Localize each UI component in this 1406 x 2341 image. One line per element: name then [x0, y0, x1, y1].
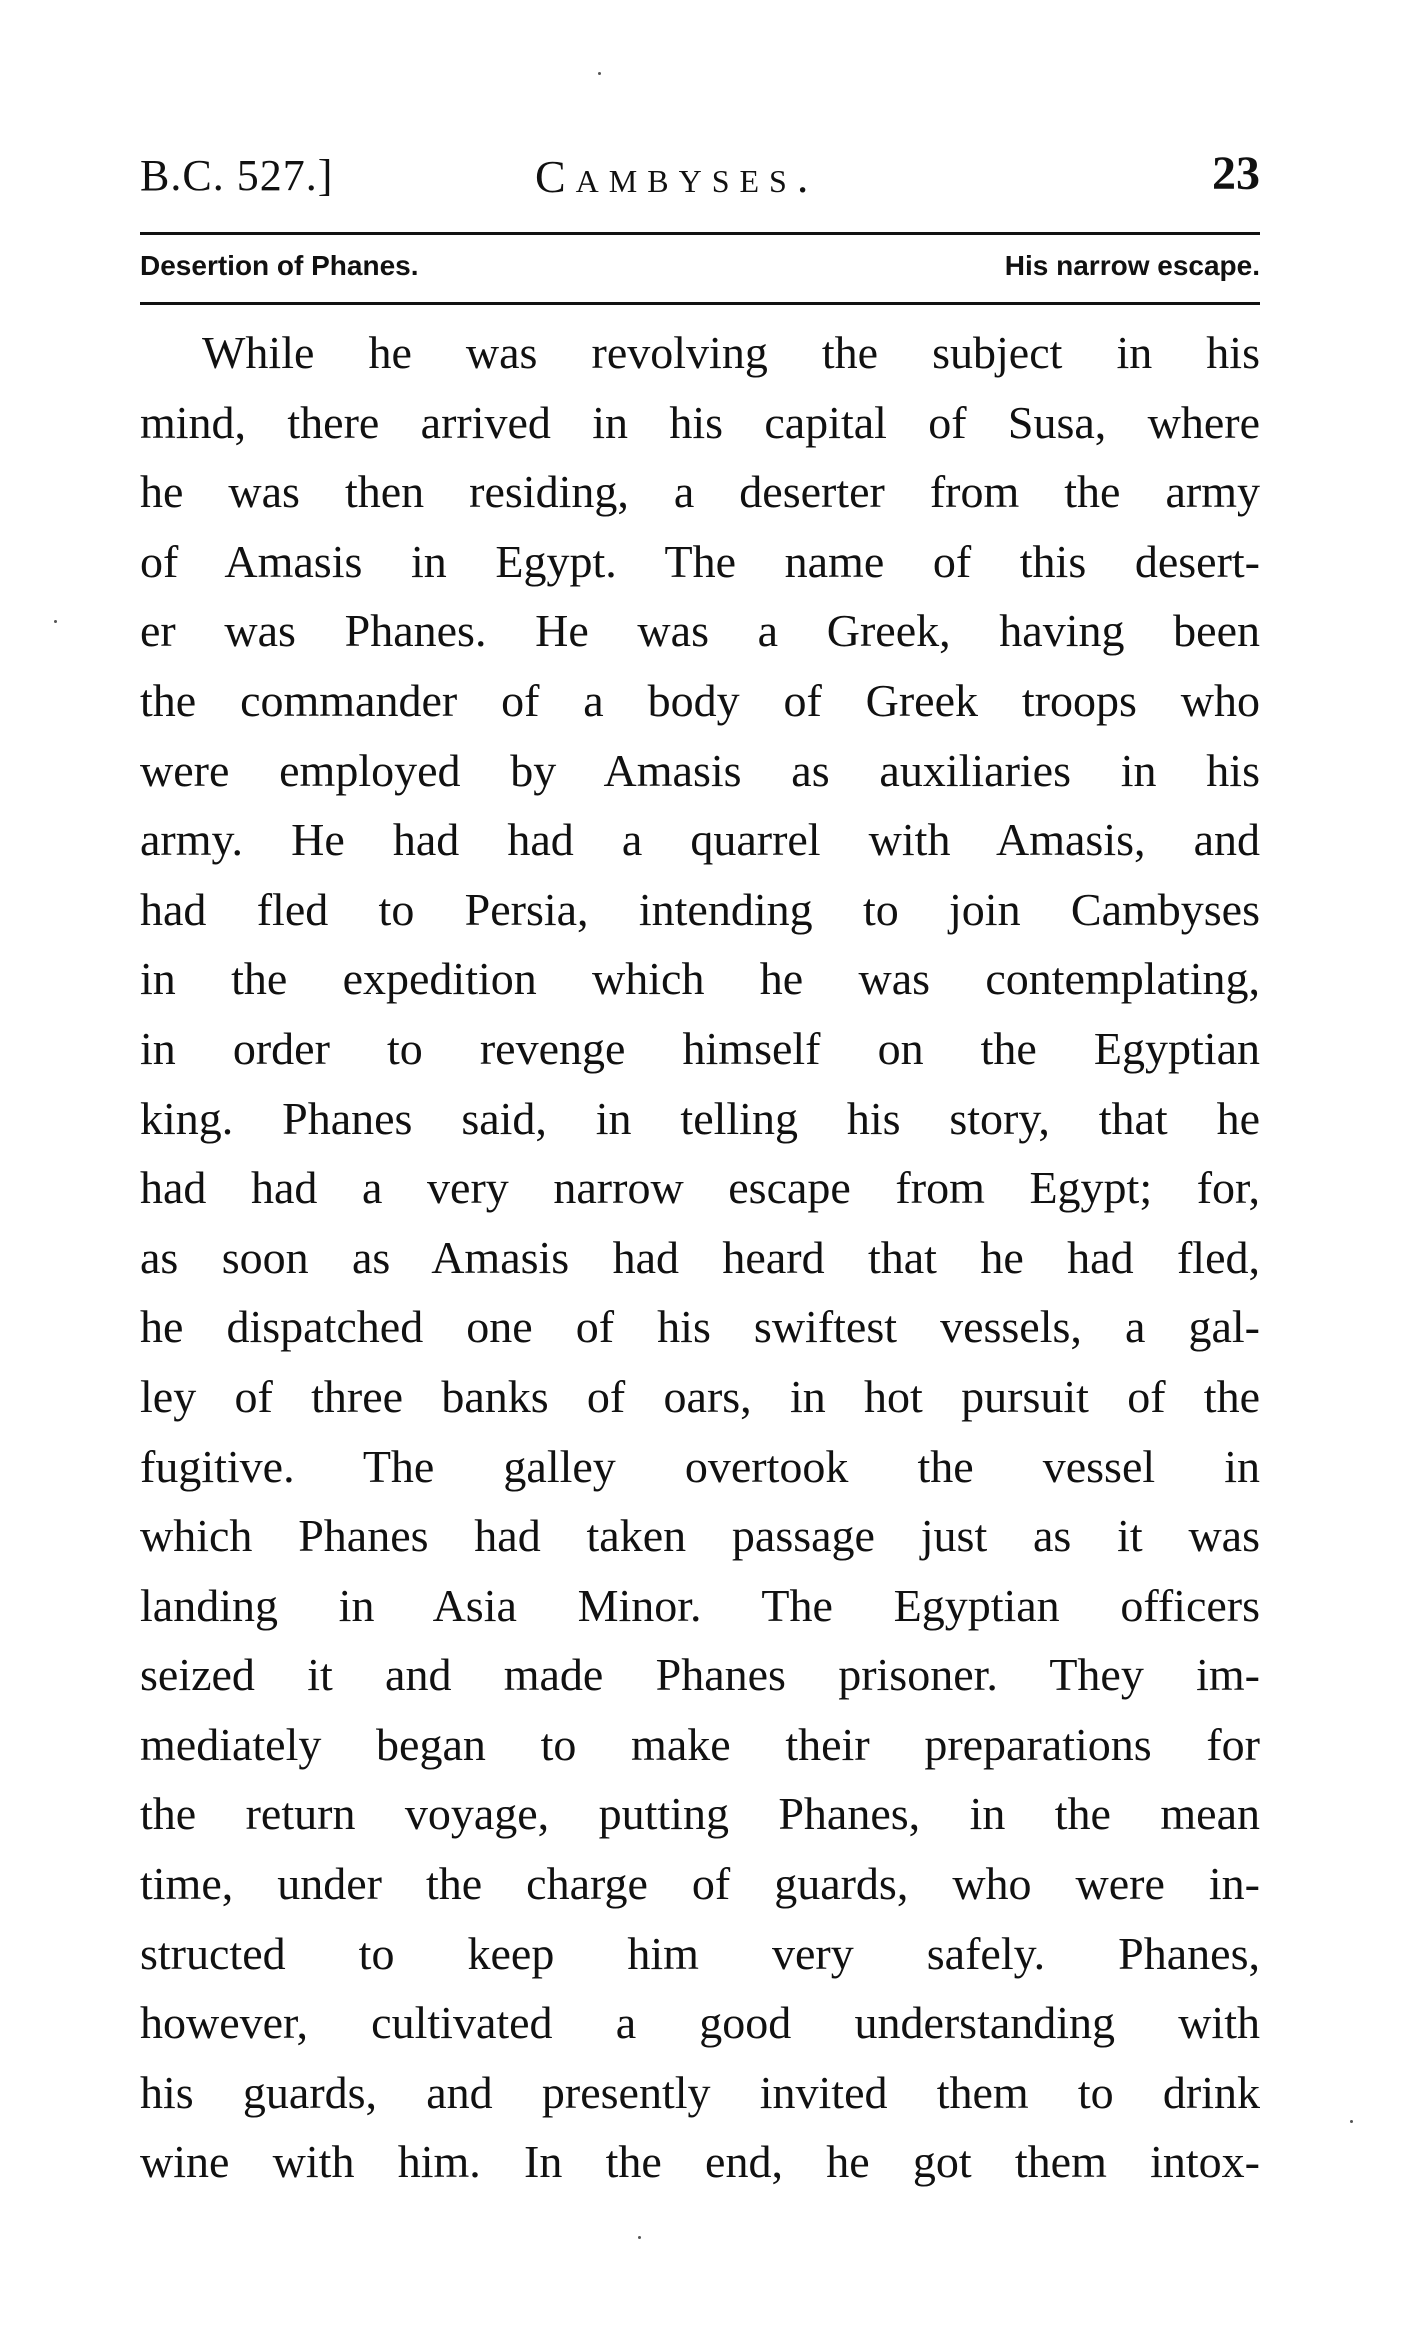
text-line: were employed by Amasis as auxiliaries in his — [140, 744, 1260, 796]
text-line: of Amasis in Egypt. The name of this desert- — [140, 535, 1260, 587]
text-line: wine with him. In the end, he got them intox- — [140, 2136, 1260, 2188]
text-line: which Phanes had taken passage just as it was — [140, 1510, 1260, 1562]
text-line: however, cultivated a good understanding with — [140, 1997, 1260, 2049]
paper-speck — [54, 620, 57, 623]
text-line: in order to revenge himself on the Egyptian — [140, 1022, 1260, 1074]
text-line: ley of three banks of oars, in hot pursuit of the — [140, 1370, 1260, 1422]
text-line: the commander of a body of Greek troops who — [140, 674, 1260, 726]
page-number: 23 — [1212, 147, 1260, 200]
paper-speck — [598, 72, 601, 75]
text-line: he was then residing, a deserter from the army — [140, 466, 1260, 518]
text-line: king. Phanes said, in telling his story, that he — [140, 1092, 1260, 1144]
running-head — [140, 147, 1260, 210]
text-line: as soon as Amasis had heard that he had fled, — [140, 1231, 1260, 1283]
text-line: structed to keep him very safely. Phanes, — [140, 1927, 1260, 1979]
text-line: er was Phanes. He was a Greek, having been — [140, 605, 1260, 657]
text-line: fugitive. The galley overtook the vessel in — [140, 1440, 1260, 1492]
paper-speck — [638, 2236, 641, 2239]
text-line: army. He had had a quarrel with Amasis, and — [140, 814, 1260, 866]
sidenote-right: His narrow escape. — [1004, 250, 1260, 281]
sidenote-left: Desertion of Phanes. — [140, 250, 419, 281]
text-line: mediately began to make their preparations for — [140, 1718, 1260, 1770]
text-line: in the expedition which he was contemplating, — [140, 953, 1260, 1005]
text-line: landing in Asia Minor. The Egyptian officers — [140, 1579, 1260, 1631]
header-rule-top — [140, 232, 1260, 235]
text-line: he dispatched one of his swiftest vessels, a gal- — [140, 1301, 1260, 1353]
text-line: had had a very narrow escape from Egypt; for, — [140, 1162, 1260, 1214]
running-head-title: Cambyses. — [535, 151, 819, 202]
text-line: time, under the charge of guards, who were in- — [140, 1858, 1260, 1910]
text-line: seized it and made Phanes prisoner. They im- — [140, 1649, 1260, 1701]
text-line: the return voyage, putting Phanes, in the mean — [140, 1788, 1260, 1840]
text-line: his guards, and presently invited them to drink — [140, 2066, 1260, 2118]
header-rule-bottom — [140, 302, 1260, 305]
paper-speck — [1350, 2120, 1353, 2123]
body-text — [140, 318, 1260, 2197]
text-line: While he was revolving the subject in his — [202, 327, 1260, 378]
text-line: had fled to Persia, intending to join Cambyses — [140, 883, 1260, 935]
text-line: mind, there arrived in his capital of Susa, where — [140, 396, 1260, 448]
running-head-date: B.C. 527.] — [140, 151, 334, 200]
